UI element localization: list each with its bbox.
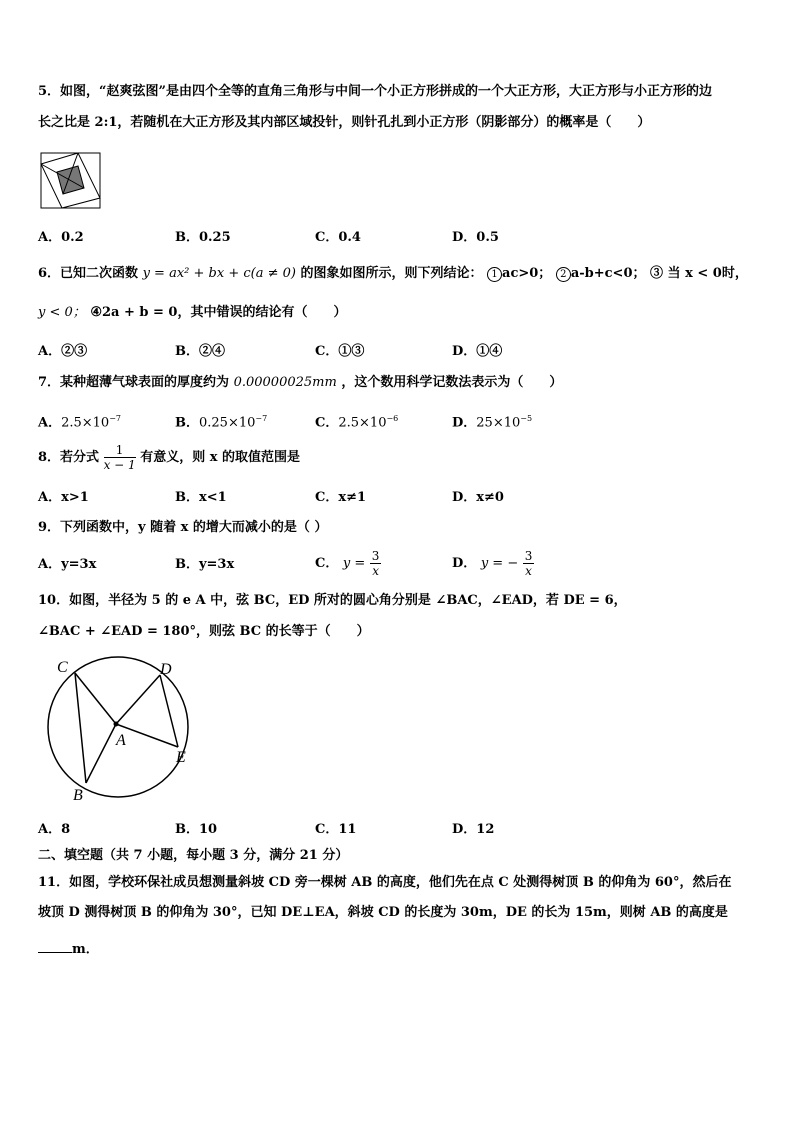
q10-text-line1: 10．如图，半径为 5 的 e A 中，弦 BC，ED 所对的圆心角分别是 ∠BAC，∠EAD，若 DE = 6， xyxy=(38,593,627,608)
q10-option-d: D．12 xyxy=(452,822,495,837)
q5-option-c: C．0.4 xyxy=(315,230,361,245)
q5-text-line1: 5．如图，“赵爽弦图”是由四个全等的直角三角形与中间一个小正方形拼成的一个大正方形，大正方形与小正方形的边 xyxy=(38,84,713,99)
q10-circle-figure xyxy=(40,655,200,805)
q10-label-a: A xyxy=(116,732,126,749)
q7-c-label: C． xyxy=(315,415,339,431)
q9-c-num: 3 xyxy=(371,549,380,563)
q7-text-b: ，这个数用科学记数法表示为（ ） xyxy=(341,375,563,390)
q11-text-line1: 11．如图，学校环保社成员想测量斜坡 CD 旁一棵树 AB 的高度，他们先在点 C 处测得树顶 B 的仰角为 60°，然后在 xyxy=(38,875,732,890)
q9-c-den: x xyxy=(372,564,379,578)
q8-fraction xyxy=(104,443,136,472)
q5-text-line2: 长之比是 2:1，若随机在大正方形及其内部区域投针，则针孔扎到小正方形（阴影部分）的概率是（ ） xyxy=(38,115,651,130)
q9-c-lhs: y = xyxy=(342,556,366,571)
q10-label-c: C xyxy=(57,659,68,676)
q8-option-d: D．x≠0 xyxy=(452,490,504,505)
q7-a-base: 2.5×10 xyxy=(61,415,110,431)
q7-b-exp: −7 xyxy=(255,414,268,423)
q7-text xyxy=(38,374,562,392)
q11-text-line3 xyxy=(38,938,99,959)
q8-frac-num: 1 xyxy=(104,443,136,458)
q6-intro-b: 的图象如图所示，则下列结论： xyxy=(300,266,483,281)
q7-d-label: D． xyxy=(452,415,477,431)
q7-option-c xyxy=(315,410,398,432)
q7-b-label: B． xyxy=(175,415,199,431)
q6-circle-1: 1 xyxy=(487,267,502,282)
q7-a-label: A． xyxy=(38,415,62,431)
q10-option-b: B．10 xyxy=(175,822,218,837)
q6-c1-text: ac>0； xyxy=(502,266,552,281)
section-2-heading: 二、填空题（共 7 小题，每小题 3 分，满分 21 分） xyxy=(38,848,349,863)
q5-option-a: A．0.2 xyxy=(38,230,84,245)
q8-option-b: B．x<1 xyxy=(175,490,227,505)
q7-d-exp: −5 xyxy=(520,414,533,423)
q6-option-d: D．①④ xyxy=(452,344,503,359)
q10-option-a: A．8 xyxy=(38,822,71,837)
q6-formula: y = ax² + bx + c(a ≠ 0) xyxy=(142,266,296,281)
q6-y-lt-0: y < 0； xyxy=(38,305,86,320)
q7-b-base: 0.25×10 xyxy=(199,415,256,431)
q9-d-label: D． xyxy=(452,556,477,571)
q9-d-num: 3 xyxy=(524,549,533,563)
q9-d-lhs: y = − xyxy=(480,556,519,571)
q5-option-d: D．0.5 xyxy=(452,230,499,245)
q6-c3-text: ③ 当 x < 0时， xyxy=(650,266,748,281)
q6-text-line2 xyxy=(38,304,346,322)
q10-label-b: B xyxy=(73,787,83,804)
q7-d-base: 25×10 xyxy=(476,415,521,431)
q7-text-a: 7．某种超薄气球表面的厚度约为 xyxy=(38,375,230,390)
q9-d-fraction xyxy=(523,549,535,578)
q11-unit: m． xyxy=(72,942,99,957)
q7-option-b xyxy=(175,410,267,432)
q5-zhao-shuang-figure xyxy=(40,152,102,210)
q9-c-label: C． xyxy=(315,556,339,571)
q10-label-d: D xyxy=(160,661,172,678)
q9-option-d xyxy=(452,546,534,582)
q7-c-exp: −6 xyxy=(386,414,399,423)
q8-text-b: 有意义，则 x 的取值范围是 xyxy=(140,450,301,465)
q9-option-b: B．y=3x xyxy=(175,557,235,572)
q9-d-den: x xyxy=(525,564,532,578)
q6-text-line1 xyxy=(38,265,748,283)
q9-option-a: A．y=3x xyxy=(38,557,97,572)
q6-option-b: B．②④ xyxy=(175,344,225,359)
q6-intro: 6．已知二次函数 xyxy=(38,266,139,281)
q7-option-d xyxy=(452,410,532,432)
q6-c4: ④ xyxy=(90,305,102,320)
q7-c-base: 2.5×10 xyxy=(338,415,387,431)
q6-circle-2: 2 xyxy=(556,267,571,282)
q8-option-a: A．x>1 xyxy=(38,490,89,505)
q6-c2-text: a-b+c<0； xyxy=(570,266,646,281)
q10-option-c: C．11 xyxy=(315,822,357,837)
q7-option-a xyxy=(38,410,121,432)
q6-option-c: C．①③ xyxy=(315,344,365,359)
q9-option-c xyxy=(315,546,381,582)
q7-value: 0.00000025mm xyxy=(233,375,337,390)
q8-option-c: C．x≠1 xyxy=(315,490,367,505)
q8-text-a: 8．若分式 xyxy=(38,450,100,465)
q5-option-b: B．0.25 xyxy=(175,230,231,245)
q10-text-line2: ∠BAC + ∠EAD = 180°，则弦 BC 的长等于（ ） xyxy=(38,624,370,639)
q9-c-fraction xyxy=(370,549,382,578)
q9-text: 9．下列函数中，y 随着 x 的增大而减小的是（ ） xyxy=(38,520,328,535)
q11-text-line2: 坡顶 D 测得树顶 B 的仰角为 30°，已知 DE⊥EA，斜坡 CD 的长度为 30m，DE 的长为 15m，则树 AB 的高度是 xyxy=(38,905,728,920)
q11-answer-blank xyxy=(38,938,72,953)
q6-option-a: A．②③ xyxy=(38,344,88,359)
q8-frac-den: x − 1 xyxy=(103,458,136,472)
q6-line2-b: 2a + b = 0，其中错误的结论有（ ） xyxy=(101,305,347,320)
q8-text xyxy=(38,443,300,473)
q7-a-exp: −7 xyxy=(109,414,121,423)
q10-label-e: E xyxy=(176,749,186,766)
